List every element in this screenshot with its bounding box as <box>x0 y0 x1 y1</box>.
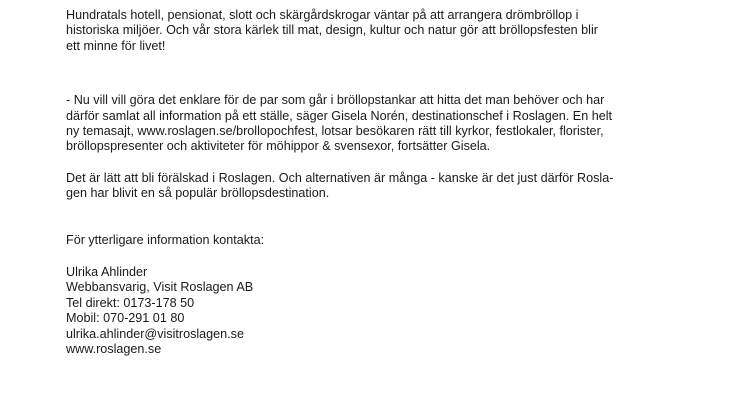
intro-line: ett minne för livet! <box>66 38 166 53</box>
quote-line: ny temasajt, www.roslagen.se/brollopochfest, lotsar besökaren rätt till kyrkor, festlokaler, florister, <box>66 124 604 139</box>
contact-heading: För ytterligare information kontakta: <box>66 232 265 247</box>
contact-block <box>66 265 706 357</box>
contact-phone-direct: Tel direkt: 0173-178 50 <box>66 295 195 310</box>
contact-title: Webbansvarig, Visit Roslagen AB <box>66 280 254 295</box>
quote-line: bröllopspresenter och aktiviteter för möhippor & svensexor, fortsätter Gisela. <box>66 139 491 154</box>
intro-line: historiska miljöer. Och vår stora kärlek till mat, design, kultur och natur gör att bröllopsfesten blir <box>66 23 598 38</box>
roslagen-paragraph <box>66 171 706 202</box>
quote-line: - Nu vill vill göra det enklare för de par som går i bröllopstankar att hitta det man behöver och har <box>66 93 605 108</box>
press-release-body <box>66 8 706 358</box>
roslagen-line: gen har blivit en så populär bröllopsdestination. <box>66 186 330 201</box>
contact-mobile: Mobil: 070-291 01 80 <box>66 311 185 326</box>
contact-name: Ulrika Ahlinder <box>66 265 148 280</box>
contact-email: ulrika.ahlinder@visitroslagen.se <box>66 326 244 341</box>
intro-line: Hundratals hotell, pensionat, slott och skärgårdskrogar väntar på att arrangera drömbröllop i <box>66 8 579 22</box>
intro-paragraph <box>66 8 706 54</box>
contact-website: www.roslagen.se <box>66 342 162 357</box>
quote-line: därför samlat all information på ett ställe, säger Gisela Norén, destinationschef i Roslagen. En helt <box>66 108 613 123</box>
quote-paragraph <box>66 93 706 155</box>
roslagen-line: Det är lätt att bli förälskad i Roslagen. Och alternativen är många - kanske är det just därför Rosla- <box>66 170 614 185</box>
